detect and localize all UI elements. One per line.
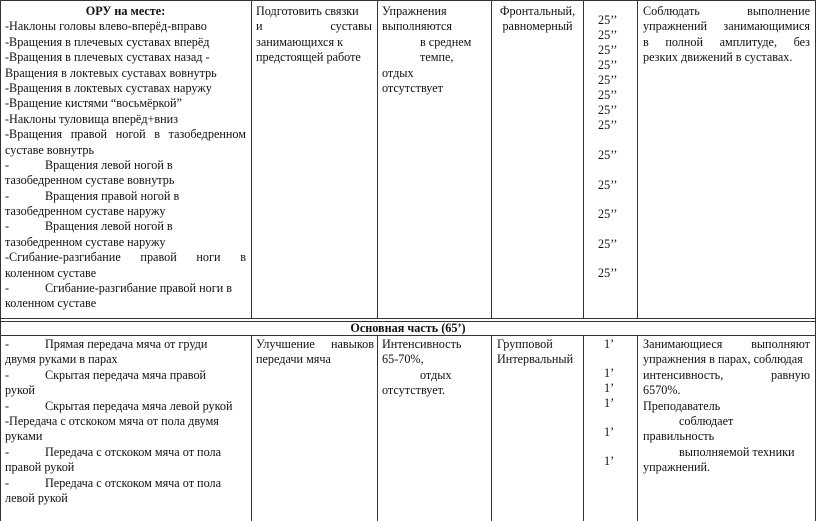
duration-value: 25’’ bbox=[598, 13, 618, 27]
dash-marker: - bbox=[5, 367, 10, 382]
column-divider bbox=[637, 0, 638, 319]
goal-line: предстоящей работе bbox=[256, 50, 361, 65]
duration-value: 1’ bbox=[604, 396, 615, 410]
note-line: в полной амплитуде, без bbox=[643, 34, 810, 49]
exercise-line: -Вращения в плечевых суставах вперёд bbox=[5, 34, 210, 49]
note-line: упражнений. bbox=[643, 460, 711, 475]
method-line: отсутствует. bbox=[382, 383, 446, 398]
exercise-line bbox=[5, 281, 246, 296]
exercise-text: Скрытая передача мяча правой bbox=[45, 367, 207, 382]
note-line: правильность bbox=[643, 429, 715, 444]
exercise-line: суставе вовнутрь bbox=[5, 142, 95, 157]
note-line: Занимающиеся выполняют bbox=[643, 337, 810, 351]
main-goal-cell bbox=[256, 337, 374, 368]
goal-line: Подготовить связки bbox=[256, 4, 359, 18]
method-line: выполняются bbox=[382, 19, 453, 34]
exercise-line bbox=[5, 476, 246, 491]
column-divider bbox=[583, 335, 584, 521]
exercise-line bbox=[5, 189, 246, 204]
main-exercises-cell bbox=[5, 337, 246, 506]
exercise-line: тазобедренном суставе наружу bbox=[5, 234, 166, 249]
duration-value: 25’’ bbox=[598, 28, 618, 42]
column-divider bbox=[583, 0, 584, 319]
exercise-line: левой рукой bbox=[5, 490, 68, 505]
note-line: упражнения в парах, соблюдая bbox=[643, 352, 803, 367]
exercise-line: -Вращения в локтевых суставах наружу bbox=[5, 80, 212, 95]
dash-marker: - bbox=[5, 188, 10, 203]
exercise-line: рукой bbox=[5, 383, 35, 398]
duration-value: 25’’ bbox=[598, 73, 618, 87]
exercise-text: Передача с отскоком мяча от пола bbox=[45, 444, 222, 459]
goal-line: передачи мяча bbox=[256, 352, 331, 367]
main-organization-cell bbox=[497, 337, 583, 368]
note-line: соблюдает bbox=[679, 413, 734, 428]
main-part-title: Основная часть (65’) bbox=[350, 321, 466, 335]
exercise-line: -Вращения правой ногой в тазобедренном bbox=[5, 127, 246, 142]
warmup-goal-cell bbox=[256, 4, 372, 66]
column-divider bbox=[251, 335, 252, 521]
duration-value: 25’’ bbox=[598, 207, 618, 221]
exercise-line: тазобедренном суставе вовнутрь bbox=[5, 173, 175, 188]
dash-marker: - bbox=[5, 398, 10, 413]
exercise-line: -Сгибание-разгибание правой ноги в bbox=[5, 250, 246, 265]
exercise-line bbox=[5, 399, 246, 414]
dash-marker: - bbox=[5, 475, 10, 490]
warmup-exercises-cell bbox=[5, 4, 246, 312]
exercise-line: двумя руками в парах bbox=[5, 352, 118, 367]
column-divider bbox=[377, 335, 378, 521]
exercise-line bbox=[5, 337, 246, 352]
method-line: отсутствует bbox=[382, 80, 443, 95]
warmup-notes-cell bbox=[643, 4, 810, 66]
method-line: в среднем bbox=[420, 34, 472, 49]
duration-value: 1’ bbox=[604, 337, 615, 351]
dash-marker: - bbox=[5, 337, 10, 351]
exercise-line: коленном суставе bbox=[5, 296, 97, 311]
exercise-line bbox=[5, 368, 246, 383]
duration-value: 1’ bbox=[604, 381, 615, 395]
main-method-cell bbox=[382, 337, 486, 399]
table-border-top bbox=[0, 0, 816, 1]
column-divider bbox=[491, 0, 492, 319]
note-line: 6570%. bbox=[643, 383, 681, 398]
column-divider bbox=[377, 0, 378, 319]
warmup-organization-cell bbox=[492, 4, 583, 35]
note-line: Преподаватель bbox=[643, 398, 721, 413]
organization-line: равномерный bbox=[502, 19, 573, 34]
duration-value: 25’’ bbox=[598, 266, 618, 280]
exercise-line: -Наклоны туловища вперёд+вниз bbox=[5, 111, 179, 126]
organization-line: Групповой bbox=[497, 337, 553, 351]
exercise-line: коленном суставе bbox=[5, 265, 97, 280]
exercise-text: Сгибание-разгибание правой ноги в bbox=[45, 281, 233, 296]
duration-value: 1’ bbox=[604, 454, 615, 468]
duration-value: 25’’ bbox=[598, 58, 618, 72]
exercise-line: -Вращение кистями “восьмёркой” bbox=[5, 96, 182, 111]
exercise-line: -Вращения в плечевых суставах назад - bbox=[5, 50, 210, 65]
dash-marker: - bbox=[5, 444, 10, 459]
method-line: отдых bbox=[420, 367, 452, 382]
duration-value: 25’’ bbox=[598, 148, 618, 162]
exercise-text: Вращения правой ногой в bbox=[45, 188, 180, 203]
dash-marker: - bbox=[5, 281, 10, 296]
exercise-text: Прямая передача мяча от груди bbox=[45, 337, 208, 351]
warmup-exercises-title: ОРУ на месте: bbox=[85, 4, 166, 18]
duration-value: 25’’ bbox=[598, 43, 618, 57]
method-line: темпе, bbox=[420, 50, 454, 65]
exercise-line bbox=[5, 219, 246, 234]
column-divider bbox=[491, 335, 492, 521]
exercise-line: Вращения в локтевых суставах вовнутрь bbox=[5, 65, 217, 80]
method-line: 65-70%, bbox=[382, 352, 424, 367]
exercise-line bbox=[5, 445, 246, 460]
exercise-line: тазобедренном суставе наружу bbox=[5, 204, 166, 219]
method-line: Интенсивность bbox=[382, 337, 462, 351]
duration-value: 1’ bbox=[604, 366, 615, 380]
goal-line: Улучшение навыков bbox=[256, 337, 374, 351]
column-divider bbox=[251, 0, 252, 319]
duration-value: 25’’ bbox=[598, 237, 618, 251]
row-divider bbox=[0, 335, 816, 336]
exercise-text: Скрытая передача мяча левой рукой bbox=[45, 398, 233, 413]
row-divider bbox=[0, 318, 816, 319]
exercise-line: правой рукой bbox=[5, 460, 75, 475]
exercise-text: Вращения левой ногой в bbox=[45, 219, 173, 234]
duration-value: 1’ bbox=[604, 425, 615, 439]
dash-marker: - bbox=[5, 219, 10, 234]
exercise-line: -Передача с отскоком мяча от пола двумя bbox=[5, 413, 219, 428]
exercise-line: -Наклоны головы влево-вперёд-вправо bbox=[5, 19, 207, 34]
main-notes-cell bbox=[643, 337, 810, 476]
duration-value: 25’’ bbox=[598, 103, 618, 117]
exercise-line bbox=[5, 158, 246, 173]
note-line: резких движений в суставах. bbox=[643, 50, 793, 65]
organization-line: Фронтальный, bbox=[499, 4, 576, 18]
exercise-text: Вращения левой ногой в bbox=[45, 157, 173, 172]
method-line: отдых bbox=[382, 65, 414, 80]
duration-value: 25’’ bbox=[598, 118, 618, 132]
note-line: выполняемой техники bbox=[679, 444, 795, 459]
duration-value: 25’’ bbox=[598, 88, 618, 102]
note-line: интенсивность, равную bbox=[643, 367, 810, 382]
goal-line: занимающихся к bbox=[256, 34, 344, 49]
exercise-text: Передача с отскоком мяча от пола bbox=[45, 475, 222, 490]
method-line: Упражнения bbox=[382, 4, 447, 18]
column-divider bbox=[637, 335, 638, 521]
warmup-method-cell bbox=[382, 4, 486, 96]
exercise-line: руками bbox=[5, 429, 43, 444]
duration-value: 25’’ bbox=[598, 178, 618, 192]
note-line: Соблюдать выполнение bbox=[643, 4, 810, 18]
organization-line: Интервальный bbox=[497, 352, 574, 367]
goal-line: и суставы bbox=[256, 19, 372, 34]
note-line: упражнений занимающимися bbox=[643, 19, 810, 34]
column-divider bbox=[0, 0, 1, 521]
dash-marker: - bbox=[5, 157, 10, 172]
